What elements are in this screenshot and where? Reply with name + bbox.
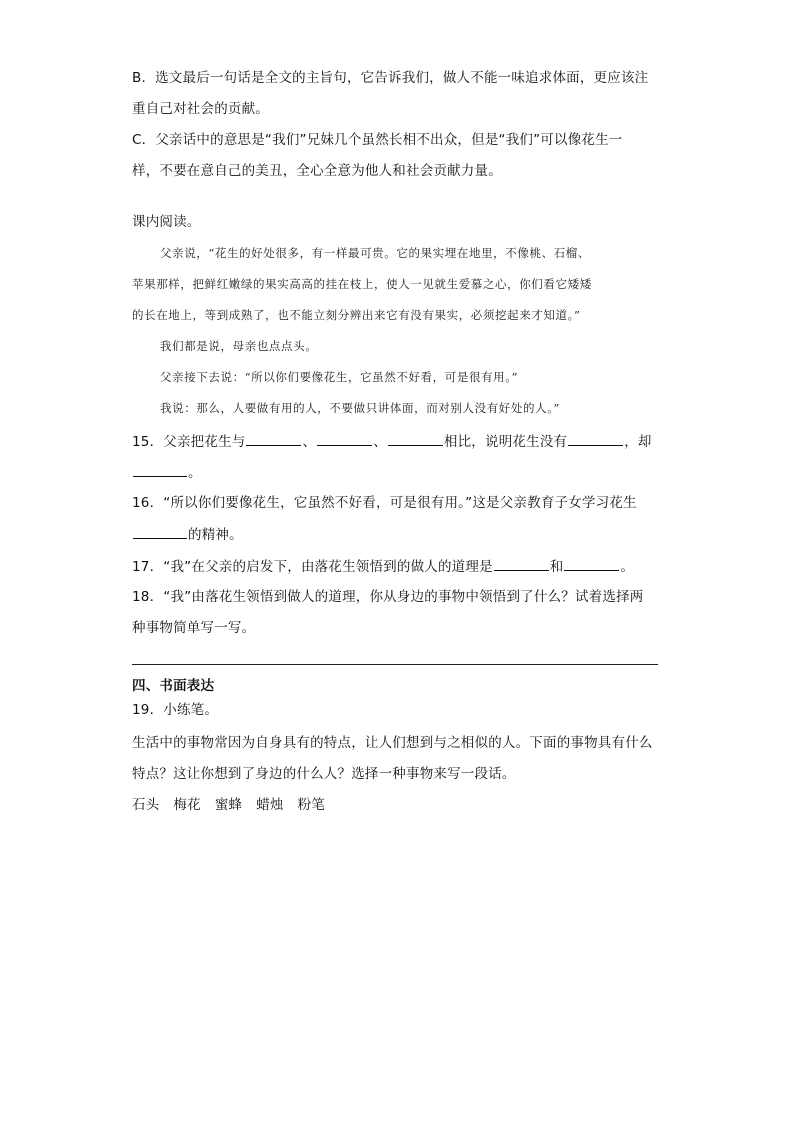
option-b-line-1: B．选文最后一句话是全文的主旨句，它告诉我们，做人不能一味追求体面，更应该注 <box>132 70 649 86</box>
question-17-text-a: 17．“我”在父亲的启发下，由落花生领悟到的做人的道理是 <box>132 559 493 575</box>
question-15-text-c: ，却 <box>624 434 652 450</box>
word-choice-list <box>132 795 339 815</box>
word-choice-stone: 石头 <box>132 797 160 813</box>
answer-blank-17-2[interactable] <box>564 556 619 571</box>
passage-line-5: 父亲接下去说：“所以你们要像花生，它虽然不好看，可是很有用。” <box>160 370 519 384</box>
option-b-line-2: 重自己对社会的贡献。 <box>132 101 269 117</box>
word-choice-plum-blossom: 梅花 <box>173 797 201 813</box>
option-c-line-2: 样，不要在意自己的美丑，全心全意为他人和社会贡献力量。 <box>132 163 502 179</box>
word-choice-chalk: 粉笔 <box>297 797 326 813</box>
section-title-writing: 四、书面表达 <box>132 678 215 694</box>
question-17-text-b: 和 <box>549 559 564 575</box>
reading-title: 课内阅读。 <box>132 214 201 230</box>
question-17-line <box>132 556 634 577</box>
question-16-text-b: 的精神。 <box>188 527 243 543</box>
passage-line-2: 苹果那样，把鲜红嫩绿的果实高高的挂在枝上，使人一见就生爱慕之心，你们看它矮矮 <box>132 277 592 291</box>
question-16-line-2 <box>132 524 243 545</box>
question-17-end: 。 <box>620 559 635 575</box>
question-18-line-2: 种事物简单写一写。 <box>132 620 256 636</box>
passage-line-3: 的长在地上，等到成熟了，也不能立刻分辨出来它有没有果实，必须挖起来才知道。” <box>132 308 581 322</box>
word-choice-candle: 蜡烛 <box>256 797 284 813</box>
option-c-line-1: C．父亲话中的意思是“我们”兄妹几个虽然长相不出众，但是“我们”可以像花生一 <box>132 132 623 148</box>
writing-prompt-line-1: 生活中的事物常因为自身具有的特点，让人们想到与之相似的人。下面的事物具有什么 <box>132 735 653 751</box>
question-15-separator-2: 、 <box>373 434 387 450</box>
writing-prompt-line-2: 特点？这让你想到了身边的什么人？选择一种事物来写一段话。 <box>132 766 516 782</box>
answer-blank-15-4[interactable] <box>568 431 623 446</box>
answer-blank-15-5[interactable] <box>133 462 187 477</box>
question-16-line-1: 16．“所以你们要像花生，它虽然不好看，可是很有用。”这是父亲教育子女学习花生 <box>132 495 637 511</box>
question-15-line-2 <box>132 462 202 483</box>
question-15-separator-1: 、 <box>302 434 317 450</box>
question-19-title: 19．小练笔。 <box>132 702 219 718</box>
passage-line-4: 我们都是说，母亲也点点头。 <box>160 339 318 353</box>
word-choice-bee: 蜜蜂 <box>214 797 243 813</box>
answer-blank-16[interactable] <box>133 524 187 539</box>
question-15-text-a: 15．父亲把花生与 <box>132 434 246 450</box>
question-15-line-1 <box>132 431 652 452</box>
answer-blank-15-2[interactable] <box>317 431 372 446</box>
answer-rule-line <box>132 664 658 665</box>
question-18-line-1: 18．“我”由落花生领悟到做人的道理，你从身边的事物中领悟到了什么？试着选择两 <box>132 589 644 605</box>
answer-blank-15-3[interactable] <box>388 431 443 446</box>
passage-line-1: 父亲说，“花生的好处很多，有一样最可贵。它的果实埋在地里，不像桃、石榴、 <box>160 246 590 260</box>
question-15-end: 。 <box>188 465 202 481</box>
question-15-text-b: 相比，说明花生没有 <box>443 434 568 450</box>
answer-blank-15-1[interactable] <box>246 431 301 446</box>
passage-line-6: 我说：那么，人要做有用的人，不要做只讲体面，而对别人没有好处的人。” <box>160 401 561 415</box>
answer-blank-17-1[interactable] <box>494 556 549 571</box>
